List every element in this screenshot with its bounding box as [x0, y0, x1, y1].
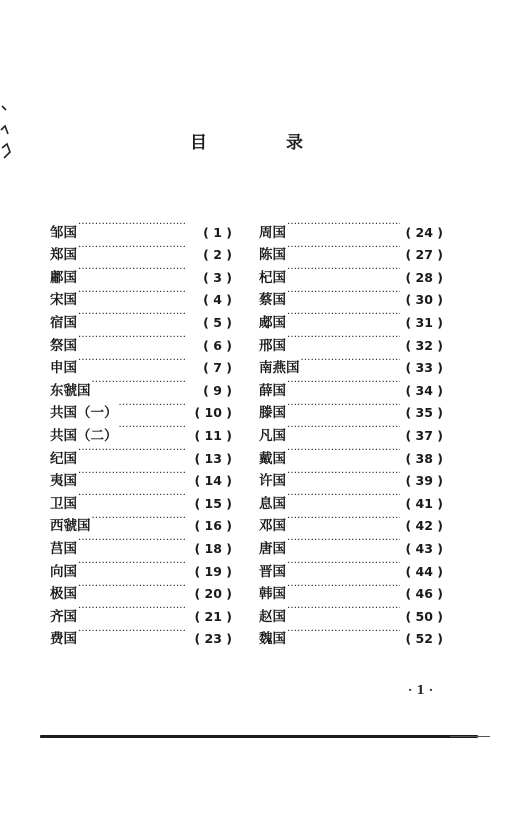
toc-entry-name: 戴国: [259, 450, 286, 467]
toc-entry-page: ( 42 ): [405, 518, 443, 534]
toc-leader-dots: [119, 417, 188, 440]
toc-left-column: [50, 214, 232, 648]
toc-entry-page: ( 34 ): [405, 382, 443, 398]
toc-entry-page: ( 5 ): [203, 314, 232, 330]
toc-entry-page: ( 24 ): [405, 224, 443, 240]
toc-leader-dots: [287, 553, 400, 576]
toc-entry-page: ( 35 ): [405, 405, 443, 421]
toc-entry-name: 息国: [259, 495, 286, 512]
toc-entry-page: ( 6 ): [203, 337, 232, 353]
toc-leader-dots: [78, 576, 187, 599]
toc-leader-dots: [78, 463, 187, 486]
toc-entry-name: 共国（二）: [50, 427, 118, 444]
footer-rule: [40, 735, 478, 738]
toc-entry-page: ( 1 ): [203, 224, 232, 240]
toc-leader-dots: [287, 576, 400, 599]
toc-leader-dots: [287, 259, 400, 282]
toc-leader-dots: [287, 621, 400, 644]
toc-entry-name: 许国: [259, 473, 286, 490]
toc-leader-dots: [287, 372, 400, 395]
toc-leader-dots: [78, 350, 187, 373]
toc-entry-page: ( 52 ): [405, 631, 443, 647]
toc-entry-name: 郑国: [50, 247, 77, 264]
toc-entry-name: 鄘国: [50, 269, 77, 286]
toc-leader-dots: [78, 440, 187, 463]
toc-entry-page: ( 33 ): [405, 360, 443, 376]
toc-entry-name: 费国: [50, 631, 77, 648]
toc-entry-name: 凡国: [259, 427, 286, 444]
toc-entry-name: 夷国: [50, 473, 77, 490]
toc-entry-name: 卫国: [50, 495, 77, 512]
toc-entry-page: ( 37 ): [405, 427, 443, 443]
toc-leader-dots: [78, 598, 187, 621]
toc-title: [0, 128, 506, 158]
page-number: · 1 ·: [408, 683, 434, 697]
toc-entry-page: ( 9 ): [203, 382, 232, 398]
toc-entry-page: ( 14 ): [194, 473, 232, 489]
toc-entry-page: ( 38 ): [405, 450, 443, 466]
toc-entry-name: 杞国: [259, 269, 286, 286]
toc-leader-dots: [287, 327, 400, 350]
toc-entry-page: ( 30 ): [405, 292, 443, 308]
toc-entry-page: ( 18 ): [194, 540, 232, 556]
toc-entry-page: ( 4 ): [203, 292, 232, 308]
toc-entry-name: 东虢国: [50, 382, 91, 399]
toc-entry-name: 晋国: [259, 563, 286, 580]
toc-entry-name: 赵国: [259, 608, 286, 625]
title-char-mu: 目: [190, 133, 207, 153]
toc-entry-page: ( 2 ): [203, 247, 232, 263]
toc-leader-dots: [287, 417, 400, 440]
toc-entry-name: 申国: [50, 360, 77, 377]
toc-leader-dots: [78, 282, 187, 305]
toc-entry-page: ( 41 ): [405, 495, 443, 511]
toc-entry-name: 邓国: [259, 518, 286, 535]
toc-entry-page: ( 31 ): [405, 314, 443, 330]
toc-entry-page: ( 3 ): [203, 269, 232, 285]
toc-entry-page: ( 44 ): [405, 563, 443, 579]
toc-leader-dots: [92, 508, 188, 531]
toc-leader-dots: [78, 214, 187, 237]
toc-leader-dots: [287, 237, 400, 260]
toc-leader-dots: [287, 304, 400, 327]
toc-entry-page: ( 16 ): [194, 518, 232, 534]
toc-entry-name: 陈国: [259, 247, 286, 264]
toc-entry-page: ( 11 ): [194, 427, 232, 443]
toc-entry-page: ( 20 ): [194, 586, 232, 602]
toc-leader-dots: [78, 485, 187, 508]
toc-entry-page: ( 28 ): [405, 269, 443, 285]
toc-entry-name: 邢国: [259, 337, 286, 354]
toc-entry-name: 祭国: [50, 337, 77, 354]
toc-entry: [259, 214, 443, 241]
toc-leader-dots: [287, 508, 400, 531]
toc-entry-name: 宿国: [50, 314, 77, 331]
toc-entry-page: ( 19 ): [194, 563, 232, 579]
toc-entry-name: 韩国: [259, 586, 286, 603]
toc-entry: [50, 214, 232, 241]
toc-leader-dots: [287, 395, 400, 418]
toc-leader-dots: [287, 440, 400, 463]
toc-entry-name: 莒国: [50, 540, 77, 557]
footer-rule-tail: [450, 736, 490, 737]
toc-entry-page: ( 46 ): [405, 586, 443, 602]
toc-leader-dots: [119, 395, 188, 418]
toc-entry-name: 向国: [50, 563, 77, 580]
toc-right-column: [259, 214, 443, 648]
toc-entry-name: 郕国: [259, 314, 286, 331]
title-char-lu: 录: [286, 133, 303, 153]
toc-entry-page: ( 27 ): [405, 247, 443, 263]
toc-entry-name: 唐国: [259, 540, 286, 557]
toc-entry-name: 纪国: [50, 450, 77, 467]
toc-entry-page: ( 43 ): [405, 540, 443, 556]
toc-leader-dots: [287, 485, 400, 508]
toc-leader-dots: [78, 237, 187, 260]
toc-entry-name: 南燕国: [259, 360, 300, 377]
toc-entry-name: 魏国: [259, 631, 286, 648]
toc-entry-page: ( 32 ): [405, 337, 443, 353]
toc-leader-dots: [78, 621, 187, 644]
toc-leader-dots: [287, 282, 400, 305]
toc-leader-dots: [92, 372, 188, 395]
toc-entry-page: ( 23 ): [194, 631, 232, 647]
toc-leader-dots: [287, 463, 400, 486]
toc-entry-page: ( 21 ): [194, 608, 232, 624]
toc-entry-page: ( 15 ): [194, 495, 232, 511]
toc-entry-page: ( 13 ): [194, 450, 232, 466]
toc-leader-dots: [287, 214, 400, 237]
toc-entry-name: 西虢国: [50, 518, 91, 535]
toc-entry-name: 蔡国: [259, 292, 286, 309]
toc-leader-dots: [301, 350, 401, 373]
toc-entry-page: ( 10 ): [194, 405, 232, 421]
toc-leader-dots: [78, 259, 187, 282]
toc-entry-page: ( 7 ): [203, 360, 232, 376]
toc-entry-page: ( 50 ): [405, 608, 443, 624]
toc-leader-dots: [287, 598, 400, 621]
toc-leader-dots: [287, 530, 400, 553]
toc-leader-dots: [78, 327, 187, 350]
toc-leader-dots: [78, 304, 187, 327]
toc-entry-name: 薛国: [259, 382, 286, 399]
toc-entry-page: ( 39 ): [405, 473, 443, 489]
toc-entry-name: 共国（一）: [50, 405, 118, 422]
toc-leader-dots: [78, 530, 187, 553]
toc-entry-name: 周国: [259, 224, 286, 241]
toc-entry-name: 极国: [50, 586, 77, 603]
toc-entry-name: 宋国: [50, 292, 77, 309]
toc-entry-name: 滕国: [259, 405, 286, 422]
toc-entry-name: 邹国: [50, 224, 77, 241]
toc-entry-name: 齐国: [50, 608, 77, 625]
toc-leader-dots: [78, 553, 187, 576]
